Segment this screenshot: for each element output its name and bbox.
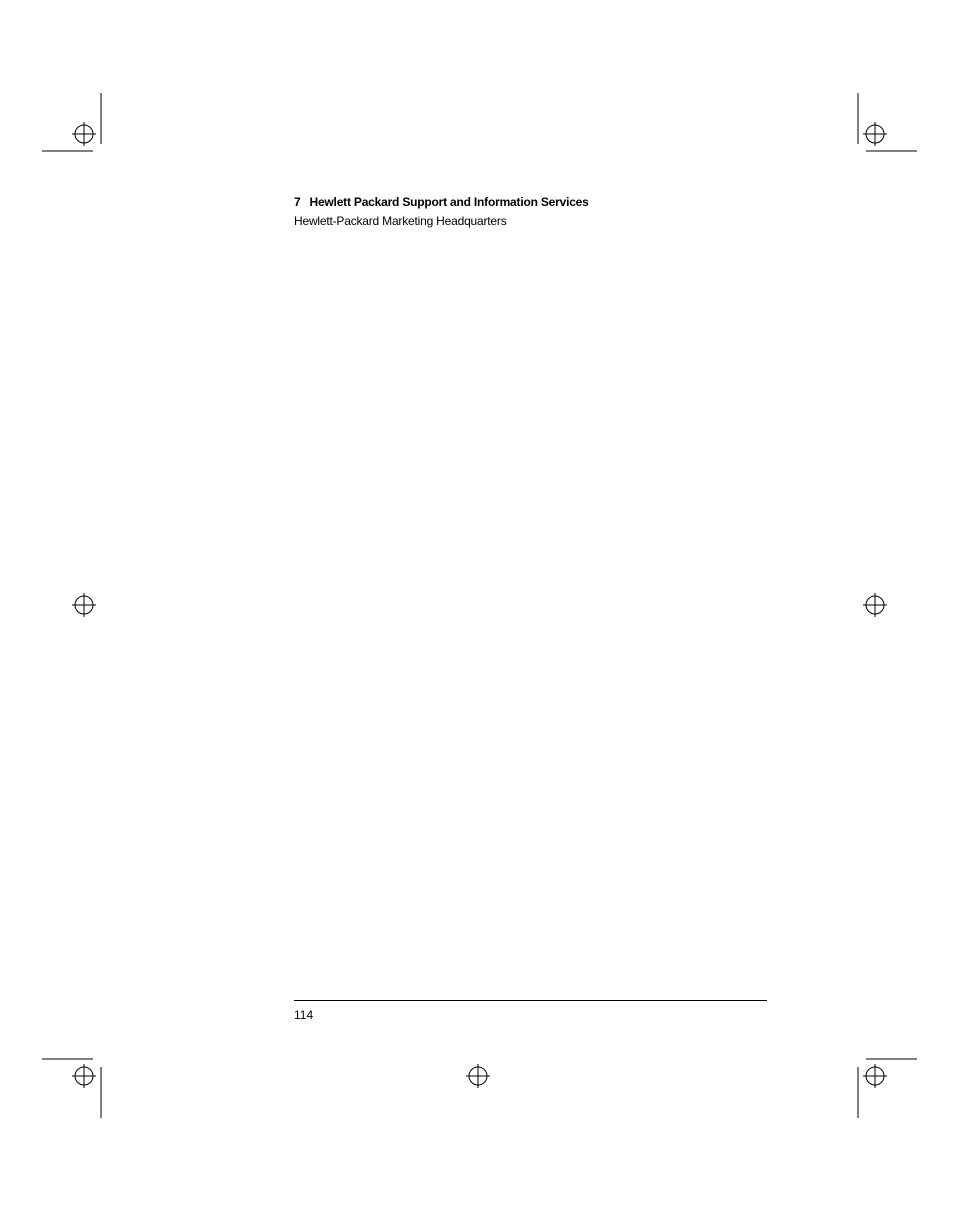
crop-mark-icon [42,93,101,151]
crosshair-circle-icon [72,122,96,146]
crosshair-circle-icon [466,1064,490,1088]
page-number: 114 [294,1008,314,1022]
crosshair-circle-icon [863,122,887,146]
running-header [294,195,589,209]
crosshair-circle-icon [72,1064,96,1088]
crop-mark-icon [42,1059,101,1118]
crosshair-circle-icon [863,593,887,617]
footer-divider [294,1000,767,1001]
crop-mark-icon [858,1059,917,1118]
crosshair-circle-icon [863,1064,887,1088]
crop-mark-icon [858,93,917,151]
chapter-number: 7 [294,195,301,209]
section-title: Hewlett-Packard Marketing Headquarters [294,214,507,228]
crosshair-circle-icon [72,593,96,617]
chapter-title: Hewlett Packard Support and Information Services [309,195,589,209]
